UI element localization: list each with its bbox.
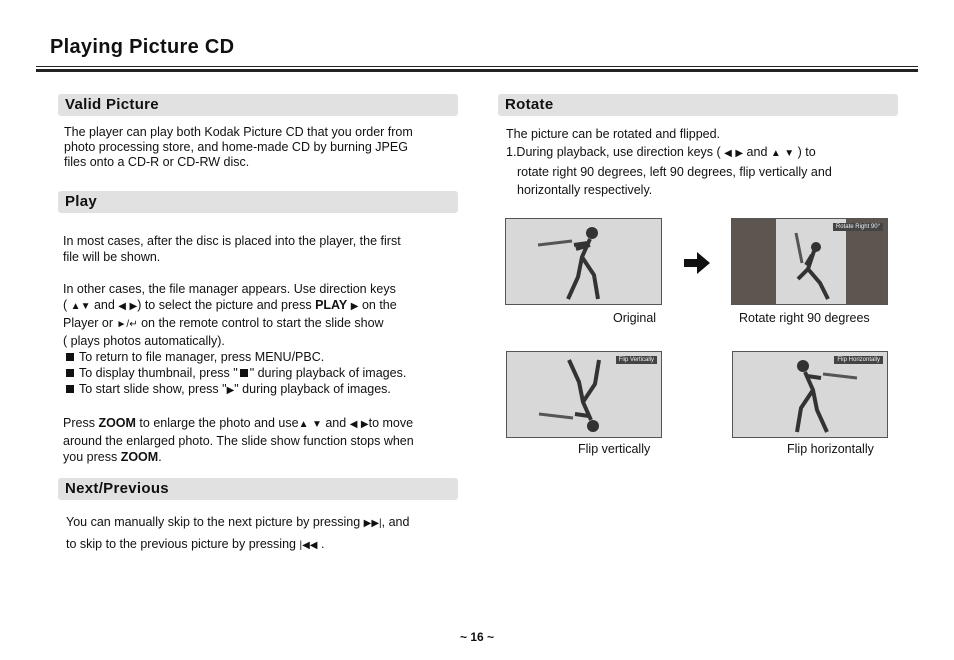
text-line: ( plays photos automatically).	[63, 334, 225, 348]
text-span: .	[320, 537, 325, 551]
next-track-icon: ▶▶|	[363, 518, 382, 529]
rotate-heading: Rotate	[498, 94, 898, 116]
text-span: " during playback of images.	[234, 382, 391, 396]
text-span: and	[93, 298, 115, 312]
batter-figure-icon	[776, 219, 846, 305]
text-span: on the	[361, 298, 397, 312]
text-line: The picture can be rotated and flipped.	[506, 127, 721, 141]
bullet-icon	[66, 369, 74, 377]
batter-figure-icon	[507, 352, 662, 438]
triangle-left-icon: ◀	[724, 148, 732, 159]
flip-vertical-caption: Flip vertically	[578, 442, 651, 456]
triangle-left-icon: ◀	[118, 301, 126, 312]
text-span: Press	[63, 416, 95, 430]
flip-horizontal-tag: Flip Horizontally	[834, 356, 883, 364]
text-span: on the remote control to start the slide show	[141, 316, 384, 330]
text-span: , and	[381, 515, 410, 529]
original-caption: Original	[613, 311, 657, 325]
text-span: Player or	[63, 316, 114, 330]
batter-figure-icon	[733, 352, 888, 438]
next-previous-heading: Next/Previous	[58, 478, 458, 500]
text-span: you press	[63, 450, 118, 464]
text-line	[63, 449, 463, 465]
play-heading: Play	[58, 191, 458, 213]
triangle-down-icon: ▼	[784, 148, 795, 159]
zoom-key: ZOOM	[120, 450, 159, 464]
next-previous-text	[66, 512, 466, 556]
text-line: In most cases, after the disc is placed into the player, the first	[63, 234, 401, 248]
title-rule-thick	[36, 69, 918, 72]
text-line	[63, 297, 463, 315]
play-icon: ▶	[350, 301, 359, 312]
text-line	[66, 512, 466, 534]
play-enter-icon: ►/↵	[116, 319, 138, 330]
bullet-item	[63, 365, 463, 381]
text-span: to move	[368, 416, 414, 430]
text-span: (	[63, 298, 68, 312]
text-line	[63, 415, 463, 433]
text-line: files onto a CD-R or CD-RW disc.	[64, 155, 250, 169]
triangle-right-icon: ▶	[360, 419, 369, 430]
text-span: You can manually skip to the next picture by pressing	[66, 515, 361, 529]
text-line	[66, 534, 466, 556]
bullet-icon	[66, 385, 74, 393]
rotated-photo	[731, 218, 888, 305]
bullet-item	[63, 349, 463, 365]
bullet-item	[63, 381, 463, 399]
text-line: file will be shown.	[63, 250, 161, 264]
play-key: PLAY	[315, 298, 348, 312]
triangle-up-icon: ▲	[70, 301, 81, 312]
text-span: to enlarge the photo and use	[139, 416, 299, 430]
text-span: To return to file manager, press MENU/PBC.	[79, 350, 325, 364]
right-arrow-icon	[684, 252, 710, 274]
flip-vertical-tag: Flip Vertically	[616, 356, 657, 364]
page-title: Playing Picture CD	[50, 36, 235, 58]
valid-picture-heading: Valid Picture	[58, 94, 458, 116]
zoom-key: ZOOM	[98, 416, 136, 430]
text-span: ) to select the picture and press	[137, 298, 312, 312]
rotate-tag: Rotate Right 90°	[833, 223, 883, 231]
text-span: " during playback of images.	[249, 366, 407, 380]
text-line	[506, 143, 906, 163]
rotate-caption: Rotate right 90 degrees	[739, 311, 870, 325]
text-line: In other cases, the file manager appears. Use direction keys	[63, 282, 396, 296]
flip-vertical-photo	[506, 351, 662, 438]
triangle-down-icon: ▼	[311, 419, 322, 430]
text-span: ) to	[797, 145, 816, 159]
flip-horizontal-photo	[732, 351, 888, 438]
stop-square-icon	[240, 369, 248, 377]
rotate-text	[506, 125, 906, 199]
text-span: To start slide show, press "	[79, 382, 227, 396]
text-line: around the enlarged photo. The slide show function stops when	[63, 434, 414, 448]
flip-horizontal-caption: Flip horizontally	[787, 442, 874, 456]
valid-picture-text	[64, 125, 464, 170]
triangle-right-icon: ▶	[129, 301, 138, 312]
text-span: 1.During playback, use direction keys (	[506, 145, 721, 159]
text-line	[63, 315, 463, 333]
bullet-icon	[66, 353, 74, 361]
page-number: ~ 16 ~	[459, 630, 495, 644]
triangle-left-icon: ◀	[349, 419, 358, 430]
triangle-down-icon: ▼	[80, 301, 91, 312]
play-icon: ▶	[226, 385, 235, 396]
text-line: rotate right 90 degrees, left 90 degrees, flip vertically and	[517, 165, 832, 179]
text-line: The player can play both Kodak Picture CD that you order from	[64, 125, 413, 139]
text-span: To display thumbnail, press "	[79, 366, 238, 380]
text-span: to skip to the previous picture by pressing	[66, 537, 296, 551]
text-span: .	[158, 450, 162, 464]
title-rule-thin	[36, 66, 918, 67]
original-photo	[505, 218, 662, 305]
text-line: photo processing store, and home-made CD by burning JPEG	[64, 140, 408, 154]
triangle-up-icon: ▲	[298, 419, 309, 430]
triangle-up-icon: ▲	[770, 148, 781, 159]
batter-figure-icon	[506, 219, 662, 305]
previous-track-icon: |◀◀	[299, 540, 318, 551]
play-text	[63, 233, 463, 465]
triangle-right-icon: ▶	[735, 148, 744, 159]
text-span: and	[325, 416, 347, 430]
text-span: and	[746, 145, 768, 159]
text-line: horizontally respectively.	[517, 183, 653, 197]
